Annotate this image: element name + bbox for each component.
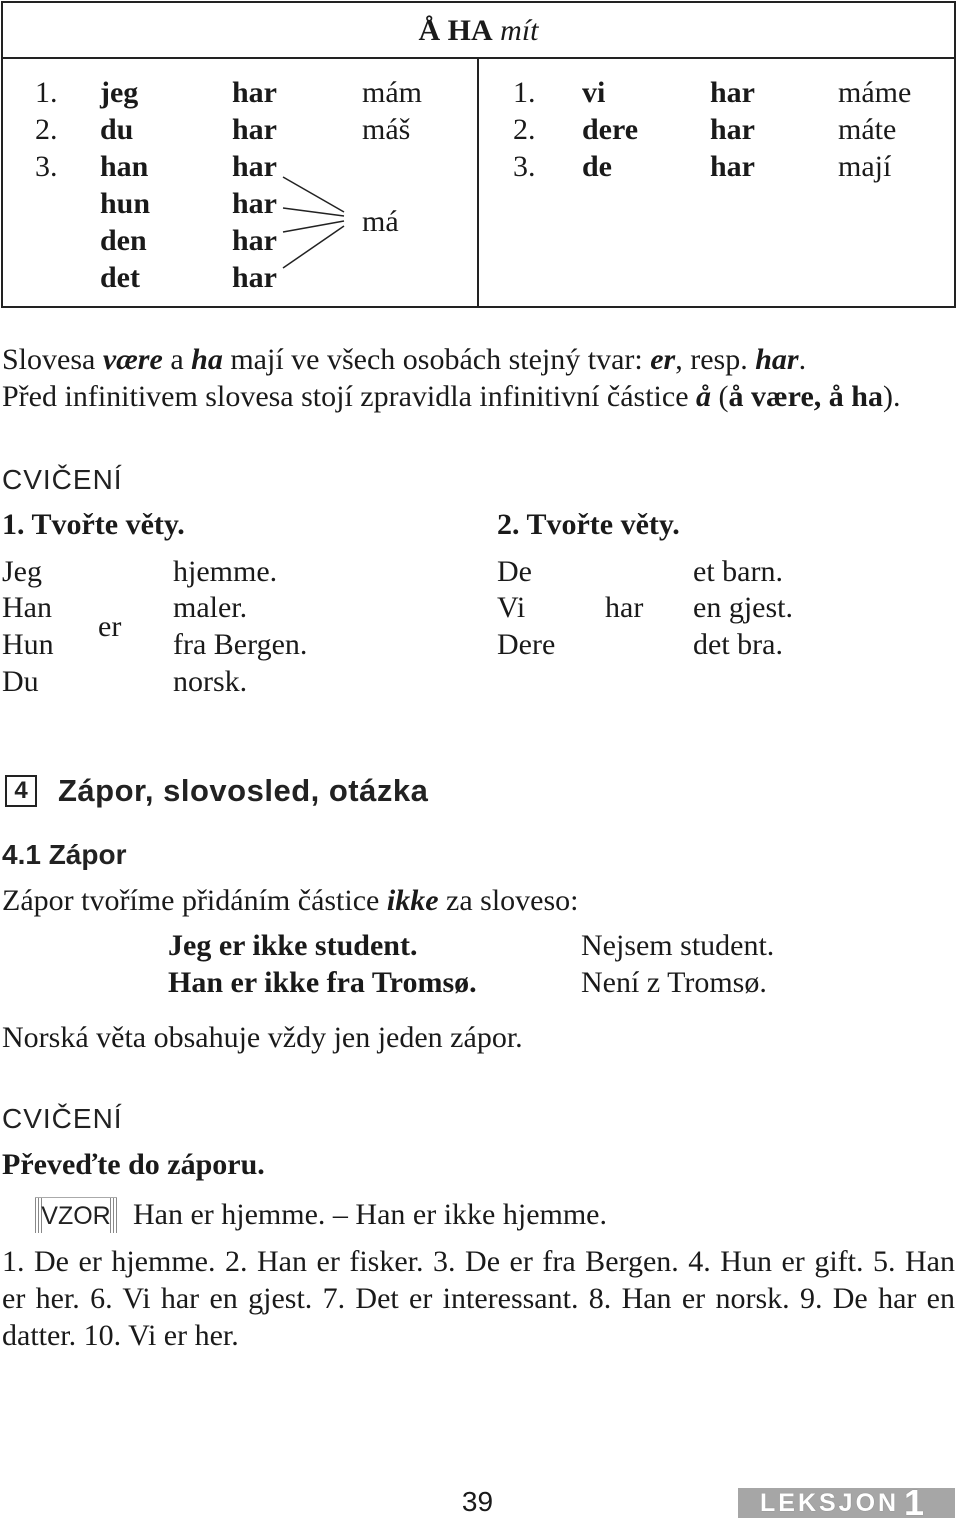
lesson-label: LEKSJON: [760, 1489, 900, 1517]
subsection-remark: Norská věta obsahuje vždy jen jeden zápor.: [2, 1021, 523, 1054]
table-title-translation: mít: [500, 14, 539, 47]
verb-form: har: [232, 224, 277, 257]
verb-form: har: [232, 187, 277, 220]
pronoun: han: [100, 150, 149, 183]
note-keyword: er: [650, 343, 676, 376]
connector-line: [283, 208, 344, 216]
translation: máte: [838, 113, 897, 146]
translation: máme: [838, 76, 912, 109]
pronoun: jeg: [100, 76, 139, 109]
intro-text: Zápor tvoříme přidáním částice: [2, 884, 387, 917]
pronoun: dere: [582, 113, 639, 146]
worked-example: Han er hjemme. – Han er ikke hjemme.: [133, 1198, 607, 1231]
exercise-line: 1. De er hjemme. 2. Han er fisker. 3. De er fra Bergen. 4. Hun er gift. 5. Han: [2, 1245, 955, 1278]
note-keyword: å: [696, 380, 712, 413]
practice-label: CVIČENÍ: [2, 1103, 123, 1134]
complement: maler.: [173, 591, 248, 624]
verb-form: har: [710, 150, 755, 183]
complement: fra Bergen.: [173, 628, 308, 661]
lesson-number: 1: [904, 1488, 925, 1518]
note-keyword: ha: [191, 343, 223, 376]
third-person-translation: má: [362, 205, 399, 238]
table-title-verb: Å HA: [418, 14, 493, 47]
translation: mám: [362, 76, 422, 109]
example-czech: Není z Tromsø.: [581, 966, 767, 999]
pronoun: de: [582, 150, 612, 183]
person-number: 3.: [35, 150, 58, 183]
translation: mají: [838, 150, 892, 183]
object: et barn.: [693, 555, 783, 588]
person-number: 2.: [513, 113, 536, 146]
subject: Han: [2, 591, 52, 624]
translation: máš: [362, 113, 411, 146]
verb-form: har: [232, 113, 277, 146]
subsection-title: 4.1 Zápor: [2, 839, 127, 870]
person-number: 1.: [513, 76, 536, 109]
exercise-line: er her. 6. Vi har en gjest. 7. Det er interessant. 8. Han er norsk. 9. De har en: [2, 1282, 955, 1315]
pronoun: vi: [582, 76, 606, 109]
connector-line: [283, 226, 344, 268]
note-keyword: har: [755, 343, 799, 376]
practice-instruction: Převeďte do záporu.: [2, 1148, 265, 1181]
connector-lines: [278, 168, 350, 278]
task-title: 1. Tvořte věty.: [2, 508, 185, 541]
task-title: 2. Tvořte věty.: [497, 508, 680, 541]
subject: Jeg: [2, 555, 42, 588]
table-column-divider: [477, 58, 479, 308]
note-text: a: [162, 343, 192, 376]
example-czech: Nejsem student.: [581, 929, 775, 962]
practice-label: CVIČENÍ: [2, 464, 123, 495]
verb-form: har: [710, 113, 755, 146]
pronoun: hun: [100, 187, 151, 220]
note-text: .: [798, 343, 807, 376]
connector-line: [283, 221, 344, 232]
person-number: 1.: [35, 76, 58, 109]
pronoun: du: [100, 113, 134, 146]
subsection-intro: [2, 882, 578, 919]
subject: Du: [2, 665, 39, 698]
subject: De: [497, 555, 532, 588]
example-norwegian: Jeg er ikke student.: [168, 929, 418, 962]
verb: har: [605, 591, 644, 624]
lesson-banner: [738, 1488, 955, 1518]
note-text: ).: [882, 380, 901, 413]
grammar-note-line: [2, 341, 806, 378]
connector-line: [283, 177, 344, 212]
object: en gjest.: [693, 591, 793, 624]
note-text: , resp.: [675, 343, 756, 376]
verb-form: har: [232, 261, 277, 294]
verb-form: har: [232, 150, 277, 183]
subject: Dere: [497, 628, 556, 661]
example-tag: VZOR: [35, 1197, 117, 1233]
verb-form: har: [232, 76, 277, 109]
grammar-note-line: [2, 378, 900, 415]
intro-text: za sloveso:: [438, 884, 579, 917]
pronoun: det: [100, 261, 140, 294]
verb: er: [98, 610, 122, 643]
page-number: 39: [461, 1486, 494, 1517]
exercise-line: datter. 10. Vi er her.: [2, 1319, 239, 1352]
note-keyword: å være, å ha: [728, 380, 883, 413]
verb-form: har: [710, 76, 755, 109]
person-number: 2.: [35, 113, 58, 146]
example-norwegian: Han er ikke fra Tromsø.: [168, 966, 477, 999]
note-keyword: være: [102, 343, 163, 376]
intro-keyword: ikke: [386, 884, 439, 917]
pronoun: den: [100, 224, 147, 257]
object: det bra.: [693, 628, 783, 661]
note-text: mají ve všech osobách stejný tvar:: [222, 343, 651, 376]
complement: hjemme.: [173, 555, 278, 588]
person-number: 3.: [513, 150, 536, 183]
subject: Vi: [497, 591, 526, 624]
note-text: Slovesa: [2, 343, 103, 376]
complement: norsk.: [173, 665, 248, 698]
subject: Hun: [2, 628, 54, 661]
section-number: 4: [5, 775, 37, 807]
note-text: Před infinitivem slovesa stojí zpravidla infinitivní částice: [2, 380, 697, 413]
section-title: Zápor, slovosled, otázka: [58, 773, 429, 808]
table-title: [1, 12, 956, 49]
note-text: (: [711, 380, 729, 413]
